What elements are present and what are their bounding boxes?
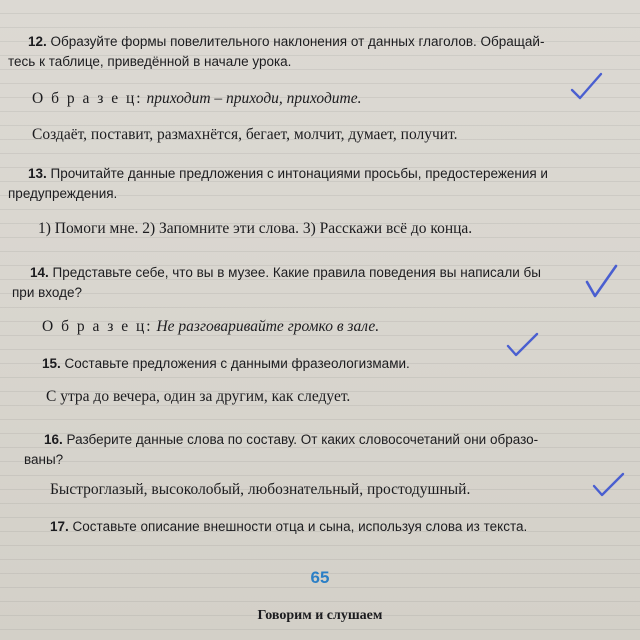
sample-text: приходит – приходи, приходите.: [142, 90, 362, 107]
task-number: 16.: [44, 432, 63, 447]
section-footer: Говорим и слушаем: [257, 608, 383, 623]
task-text: Образуйте формы повелительного наклонения от данных глаголов. Обращай-: [46, 34, 545, 49]
sample-label: О б р а з е ц:: [42, 318, 153, 335]
task-number: 12.: [28, 34, 47, 49]
task-13-words: 1) Помоги мне. 2) Запомните эти слова. 3) Расскажи всё до конца.: [38, 220, 473, 237]
check-mark-icon: [568, 68, 604, 104]
task-text: Прочитайте данные предложения с интонациями просьбы, предостережения и: [46, 166, 548, 181]
task-text: Разберите данные слова по составу. От каких словосочетаний они образо-: [62, 432, 539, 447]
task-12-words: Создаёт, поставит, размахнётся, бегает, молчит, думает, получит.: [32, 126, 458, 143]
task-16-words: Быстроглазый, высоколобый, любознательный, простодушный.: [50, 481, 471, 498]
page-number: 65: [310, 568, 330, 587]
task-14-line1: [30, 265, 541, 280]
task-12-line1: [28, 34, 544, 49]
task-17-line1: [50, 519, 527, 534]
sample-text: Не разговаривайте громко в зале.: [152, 318, 380, 335]
task-15-line1: [42, 356, 410, 371]
sample-label: О б р а з е ц:: [32, 90, 143, 107]
task-text: Составьте описание внешности отца и сына, используя слова из текста.: [68, 519, 528, 534]
task-15-words: С утра до вечера, один за другим, как следует.: [46, 388, 351, 405]
check-mark-icon: [504, 330, 540, 360]
task-12-sample: [32, 90, 362, 108]
task-13-line2: предупреждения.: [8, 186, 118, 201]
check-mark-icon: [583, 262, 619, 300]
task-14-line2: при входе?: [12, 285, 82, 300]
task-number: 15.: [42, 356, 61, 371]
task-number: 13.: [28, 166, 47, 181]
task-16-line1: [44, 432, 538, 447]
task-number: 14.: [30, 265, 49, 280]
task-number: 17.: [50, 519, 69, 534]
task-14-sample: [42, 318, 379, 336]
task-16-line2: ваны?: [24, 452, 64, 467]
task-13-line1: [28, 166, 548, 181]
task-text: Составьте предложения с данными фразеологизмами.: [60, 356, 410, 371]
task-12-line2: тесь к таблице, приведённой в начале урока.: [8, 54, 292, 69]
check-mark-icon: [590, 470, 626, 500]
task-text: Представьте себе, что вы в музее. Какие правила поведения вы написали бы: [48, 265, 541, 280]
